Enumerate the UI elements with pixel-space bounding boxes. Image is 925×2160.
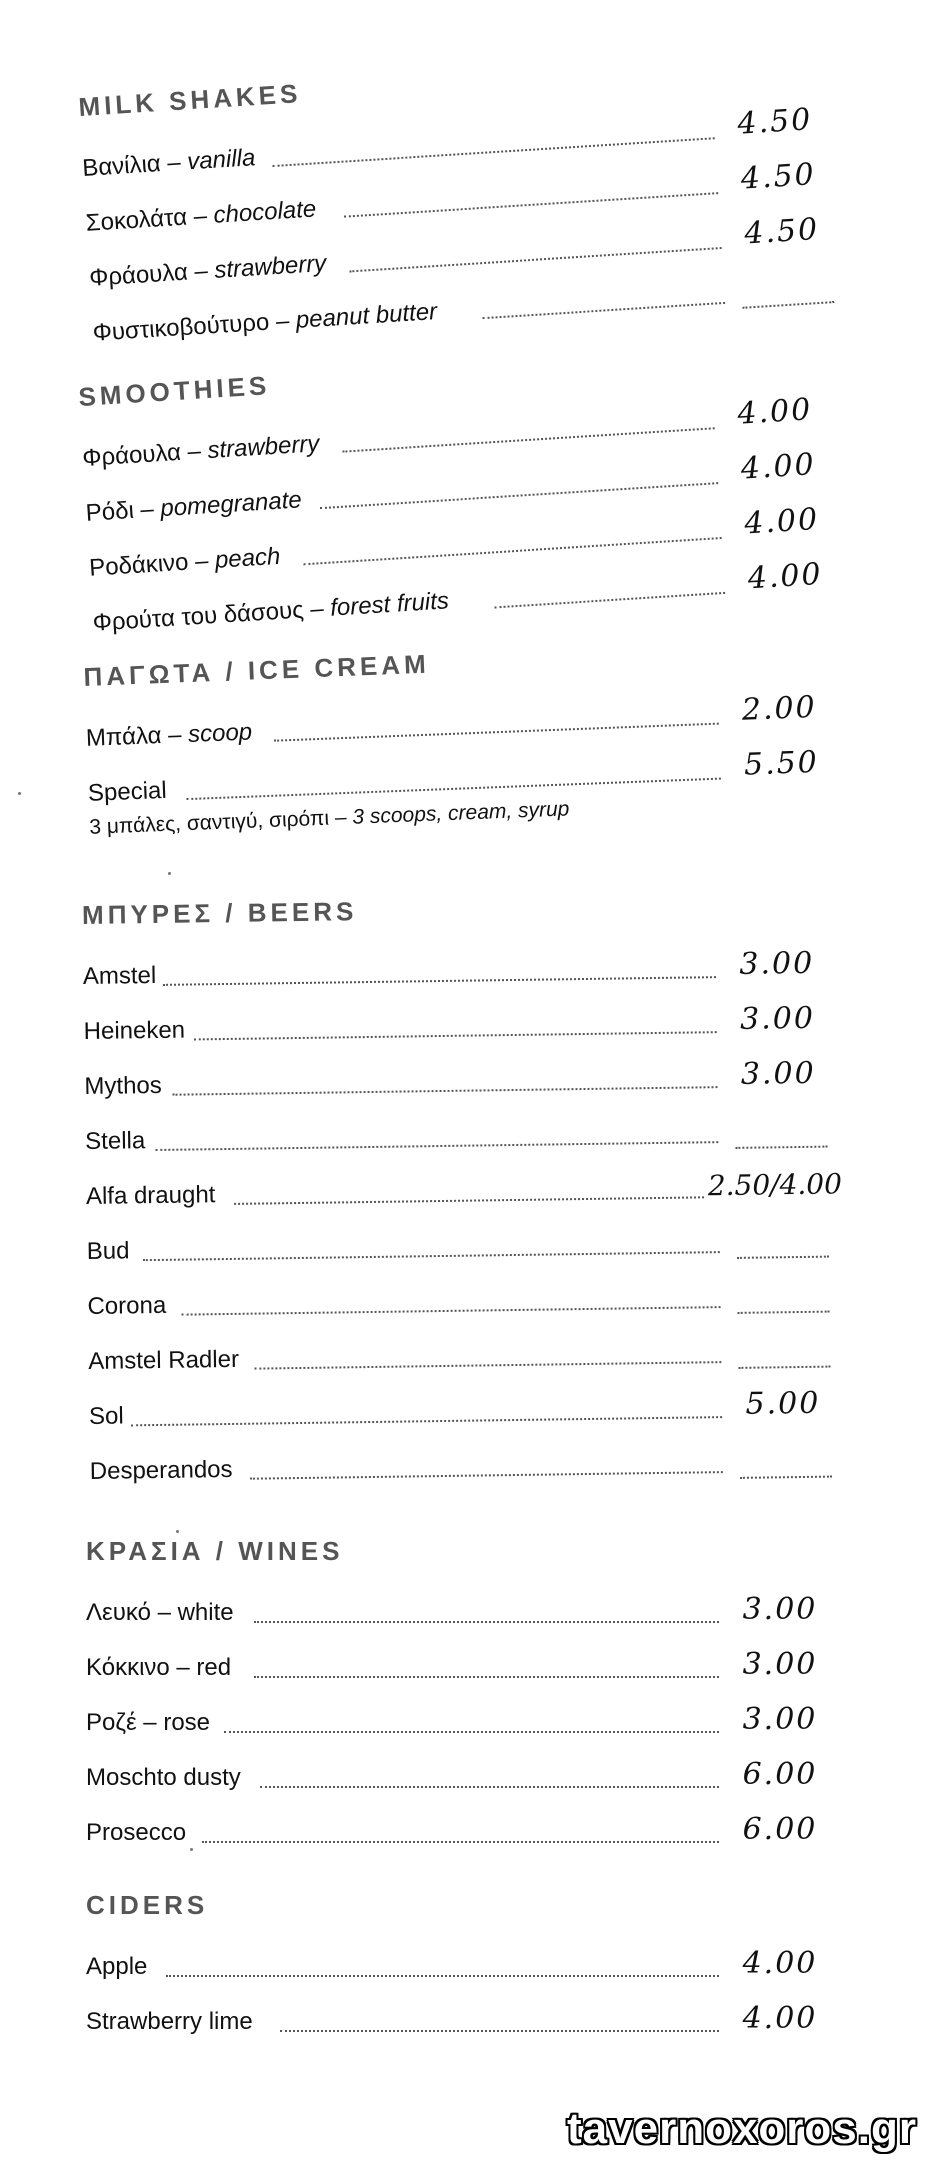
price-blank [738,1366,830,1369]
item-name: Amstel [82,961,157,990]
leader-dots [250,1471,723,1480]
item-name: Apple [86,1953,148,1980]
item-name: Μπάλα – scoop [85,718,253,752]
item-price: 4.00 [739,446,817,487]
item-name: Corona [87,1291,167,1320]
menu-item [84,1641,844,1696]
item-name: Alfa draught [85,1181,216,1210]
item-price: 3.00 [742,1702,818,1737]
leader-dots [344,192,718,218]
leader-dots [274,723,719,742]
section-smoothies [75,333,851,652]
item-price: 4.50 [736,102,814,142]
price-blank [737,1256,829,1259]
item-price: 4.00 [742,2001,818,2036]
leader-dots [224,1731,719,1733]
item-name: Σοκολάτα – chocolate [84,195,317,237]
item-price: 6.00 [742,1757,818,1792]
item-name: Desperandos [89,1455,233,1485]
item-price: 2.50/4.00 [707,1167,843,1203]
watermark: tavernoxoros.gr [567,2104,917,2153]
item-name: Bud [86,1237,130,1265]
leader-dots [182,1306,721,1316]
item-name: Heineken [83,1016,186,1045]
item-price: 3.00 [739,1000,816,1037]
section-ice-cream [81,631,847,839]
section-heading: ΚΡΑΣΙΑ / WINES [86,1536,344,1566]
leader-dots [494,592,725,609]
item-price: 4.00 [746,556,824,597]
item-name: Stella [85,1127,146,1155]
item-price: 4.00 [736,392,814,432]
item-price: 2.00 [741,689,818,728]
section-heading: ΜΠΥΡΕΣ / BEERS [81,896,358,930]
leader-dots [186,778,721,801]
item-name: Ρόδι – pomegranate [84,486,303,527]
menu-item [84,1586,844,1641]
item-name: Φράουλα – strawberry [88,249,328,292]
scan-speck [18,792,21,795]
item-price: 3.00 [742,1647,818,1682]
item-name: Φρούτα του δάσους – forest fruits [91,587,450,637]
item-price: 5.50 [743,744,820,783]
leader-dots [155,1141,718,1151]
leader-dots [131,1416,722,1426]
price-blank [735,1146,827,1149]
section-heading: ΠΑΓΩΤΑ / ICE CREAM [82,648,431,692]
menu-item [84,1940,844,1995]
menu-item [87,1434,848,1500]
menu-item [84,1806,844,1861]
section-wines [84,1534,844,1861]
item-price: 4.00 [743,501,821,542]
section-beers [80,887,848,1500]
item-name: Moschto dusty [86,1764,241,1791]
item-price: 4.50 [743,211,821,252]
leader-dots [254,1676,719,1678]
leader-dots [234,1196,704,1205]
price-blank [742,301,834,309]
section-heading: MILK SHAKES [77,78,303,123]
leader-dots [163,976,716,986]
section-heading: CIDERS [86,1890,209,1920]
item-name: Κόκκινο – red [86,1654,232,1681]
item-price: 4.50 [739,156,817,197]
leader-dots [260,1786,719,1788]
item-name: Ροδάκινο – peach [88,542,282,582]
price-blank [740,1476,832,1479]
leader-dots [194,1031,717,1040]
leader-dots [202,1841,719,1843]
menu-item [84,1995,844,2050]
item-name: Φυστικοβούτυρο – peanut butter [91,298,438,347]
item-name: Mythos [84,1071,162,1100]
item-price: 6.00 [742,1812,818,1847]
section-heading: SMOOTHIES [77,370,272,413]
item-price: 3.00 [739,945,815,982]
item-name: Strawberry lime [86,2008,253,2035]
leader-dots [349,247,721,272]
leader-dots [254,1361,721,1370]
menu-item [84,1696,844,1751]
section-milk-shakes [75,43,851,362]
scan-speck [190,1848,193,1851]
item-price: 3.00 [742,1592,818,1627]
item-name: Special [87,776,168,807]
item-name: Amstel Radler [88,1345,240,1375]
item-description: 3 μπάλες, σαντιγύ, σιρόπι – 3 scoops, cream, syrup [88,797,570,839]
leader-dots [143,1251,720,1261]
leader-dots [280,2030,719,2032]
item-price: 5.00 [745,1385,821,1422]
leader-dots [342,427,714,452]
item-name: Βανίλια – vanilla [81,144,257,182]
leader-dots [166,1975,719,1977]
item-name: Sol [88,1402,124,1430]
leader-dots [483,302,726,319]
scan-speck [168,872,171,875]
leader-dots [254,1621,719,1623]
leader-dots [173,1086,718,1096]
menu-item [84,1751,844,1806]
section-ciders [84,1888,844,2050]
price-blank [738,1311,830,1314]
item-name: Λευκό – white [86,1599,234,1626]
scan-speck [176,1530,179,1533]
item-name: Prosecco [86,1819,187,1846]
item-name: Φράουλα – strawberry [81,430,321,472]
item-price: 3.00 [740,1055,816,1092]
item-name: Ροζέ – rose [86,1709,211,1736]
item-price: 4.00 [742,1946,818,1981]
